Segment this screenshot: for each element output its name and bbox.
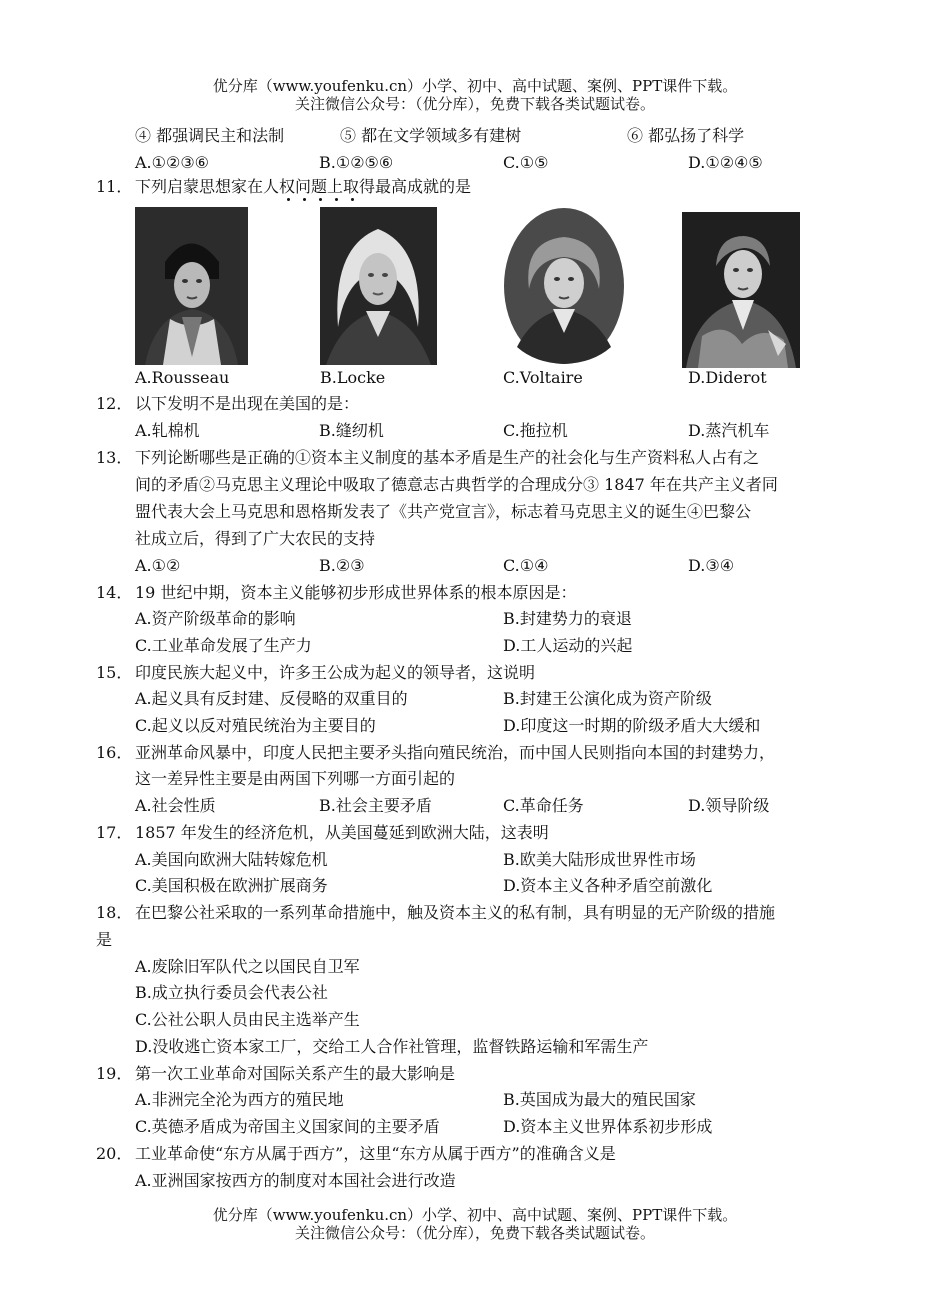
q16-option-b: B.社会主要矛盾 [319, 796, 432, 815]
q11-caption-a: A.Rousseau [135, 368, 230, 387]
portrait-diderot [682, 212, 800, 368]
q16-number: 16． [96, 743, 133, 762]
q10-option-b: B.①②⑤⑥ [319, 153, 394, 172]
q19-option-c: C.英德矛盾成为帝国主义国家间的主要矛盾 [135, 1117, 440, 1136]
q11-caption-c: C.Voltaire [503, 368, 583, 387]
q13-option-b: B.②③ [319, 556, 365, 575]
q12-number: 12． [96, 394, 133, 413]
q14-option-c: C.工业革命发展了生产力 [135, 636, 312, 655]
q17-option-b: B.欧美大陆形成世界性市场 [503, 850, 696, 869]
q11-caption-b: B.Locke [320, 368, 386, 387]
q14-option-a: A.资产阶级革命的影响 [135, 609, 296, 628]
q13-option-d: D.③④ [688, 556, 735, 575]
emphasis-dot [351, 198, 354, 201]
q17-stem: 1857 年发生的经济危机，从美国蔓延到欧洲大陆，这表明 [135, 823, 549, 842]
q14-number: 14． [96, 583, 133, 602]
q13-stem-line-4: 社成立后，得到了广大农民的支持 [135, 529, 376, 548]
q11-caption-d: D.Diderot [688, 368, 767, 387]
q15-option-a: A.起义具有反封建、反侵略的双重目的 [135, 689, 408, 708]
q10-option-d: D.①②④⑤ [688, 153, 763, 172]
q17-option-c: C.美国积极在欧洲扩展商务 [135, 876, 328, 895]
q17-option-d: D.资本主义各种矛盾空前激化 [503, 876, 713, 895]
q14-option-d: D.工人运动的兴起 [503, 636, 633, 655]
q12-stem: 以下发明不是出现在美国的是： [135, 394, 360, 413]
q15-number: 15． [96, 663, 133, 682]
q16-option-a: A.社会性质 [135, 796, 216, 815]
header-line-1: 优分库（www.youfenku.cn）小学、初中、高中试题、案例、PPT课件下载。 [212, 77, 738, 95]
q15-option-d: D.印度这一时期的阶级矛盾大大缓和 [503, 716, 761, 735]
emphasis-dot [335, 198, 338, 201]
emphasis-dot [303, 198, 306, 201]
header-line-2: 关注微信公众号：（优分库），免费下载各类试题试卷。 [294, 95, 655, 113]
q10-item-5: ⑤ 都在文学领域多有建树 [340, 126, 522, 145]
q18-option-c: C.公社公职人员由民主选举产生 [135, 1010, 360, 1029]
q14-stem: 19 世纪中期，资本主义能够初步形成世界体系的根本原因是： [135, 583, 577, 602]
portrait-rousseau [135, 207, 248, 365]
q11-stem: 下列启蒙思想家在人权问题上取得最高成就的是 [135, 177, 472, 196]
q16-stem-line-1: 亚洲革命风暴中，印度人民把主要矛头指向殖民统治，而中国人民则指向本国的封建势力， [135, 743, 776, 762]
q10-item-6: ⑥ 都弘扬了科学 [627, 126, 745, 145]
q13-option-c: C.①④ [503, 556, 549, 575]
footer-line-2: 关注微信公众号：（优分库），免费下载各类试题试卷。 [294, 1224, 655, 1242]
q19-stem: 第一次工业革命对国际关系产生的最大影响是 [135, 1064, 456, 1083]
q15-option-c: C.起义以反对殖民统治为主要目的 [135, 716, 376, 735]
q15-stem: 印度民族大起义中，许多王公成为起义的领导者，这说明 [135, 663, 536, 682]
q13-stem-line-1: 下列论断哪些是正确的①资本主义制度的基本矛盾是生产的社会化与生产资料私人占有之 [135, 448, 760, 467]
portrait-voltaire [503, 207, 625, 365]
q18-option-d: D.没收逃亡资本家工厂，交给工人合作社管理，监督铁路运输和军需生产 [135, 1037, 649, 1056]
q20-stem: 工业革命使“东方从属于西方”，这里“东方从属于西方”的准确含义是 [135, 1144, 616, 1163]
q18-option-b: B.成立执行委员会代表公社 [135, 983, 328, 1002]
q18-stem-line-2: 是 [96, 930, 113, 949]
q19-option-b: B.英国成为最大的殖民国家 [503, 1090, 696, 1109]
q18-number: 18． [96, 903, 133, 922]
q19-number: 19． [96, 1064, 133, 1083]
q12-option-d: D.蒸汽机车 [688, 421, 770, 440]
emphasis-dot [287, 198, 290, 201]
emphasis-dot [319, 198, 322, 201]
q16-option-d: D.领导阶级 [688, 796, 770, 815]
q19-option-a: A.非洲完全沦为西方的殖民地 [135, 1090, 344, 1109]
q16-stem-line-2: 这一差异性主要是由两国下列哪一方面引起的 [135, 769, 456, 788]
q19-option-d: D.资本主义世界体系初步形成 [503, 1117, 713, 1136]
q14-option-b: B.封建势力的衰退 [503, 609, 632, 628]
q20-option-a: A.亚洲国家按西方的制度对本国社会进行改造 [135, 1171, 456, 1190]
q18-stem-line-1: 在巴黎公社采取的一系列革命措施中，触及资本主义的私有制，具有明显的无产阶级的措施 [135, 903, 776, 922]
q20-number: 20． [96, 1144, 133, 1163]
q15-option-b: B.封建王公演化成为资产阶级 [503, 689, 712, 708]
q18-option-a: A.废除旧军队代之以国民自卫军 [135, 957, 360, 976]
q17-number: 17． [96, 823, 133, 842]
q17-option-a: A.美国向欧洲大陆转嫁危机 [135, 850, 328, 869]
q11-number: 11． [96, 177, 133, 196]
portrait-locke [320, 207, 437, 365]
q13-option-a: A.①② [135, 556, 181, 575]
q13-number: 13． [96, 448, 133, 467]
q12-option-b: B.缝纫机 [319, 421, 384, 440]
q13-stem-line-2: 间的矛盾②马克思主义理论中吸取了德意志古典哲学的合理成分③ 1847 年在共产主义者同 [135, 475, 778, 494]
q12-option-c: C.拖拉机 [503, 421, 568, 440]
q10-option-a: A.①②③⑥ [135, 153, 210, 172]
footer-line-1: 优分库（www.youfenku.cn）小学、初中、高中试题、案例、PPT课件下载。 [212, 1206, 738, 1224]
q12-option-a: A.轧棉机 [135, 421, 200, 440]
q16-option-c: C.革命任务 [503, 796, 584, 815]
q10-option-c: C.①⑤ [503, 153, 549, 172]
q10-item-4: ④ 都强调民主和法制 [135, 126, 285, 145]
q13-stem-line-3: 盟代表大会上马克思和恩格斯发表了《共产党宣言》，标志着马克思主义的诞生④巴黎公 [135, 502, 752, 521]
